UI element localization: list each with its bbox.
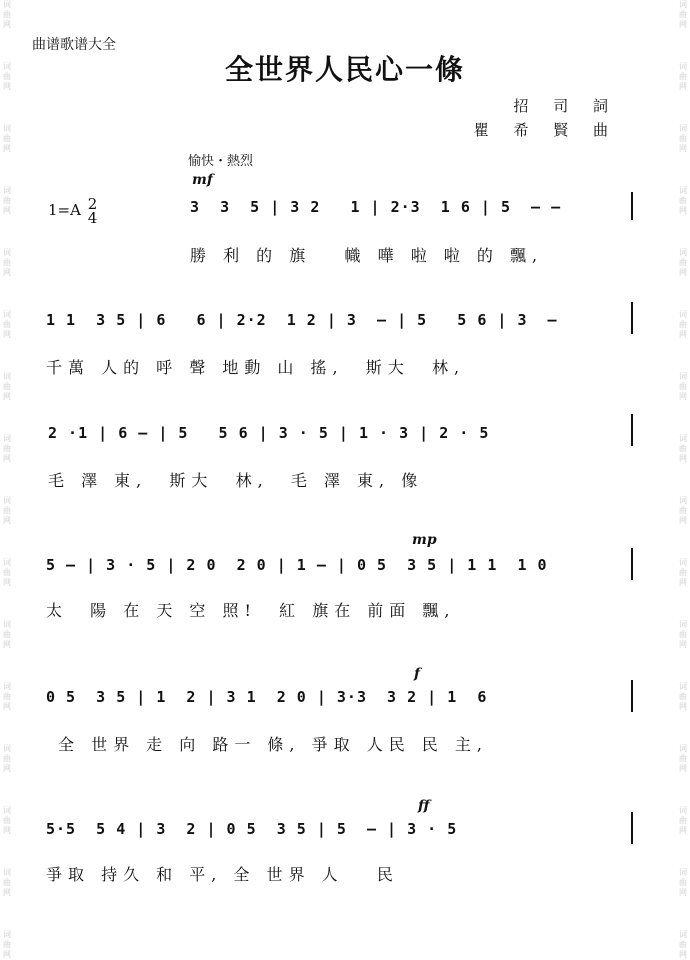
barline	[631, 414, 633, 446]
watermark-left: 词 曲 网 词 曲 网 词 曲 网 词 曲 网 词 曲 网 词 曲 网 词 曲 网 词 曲 网 词 曲 网 词 曲 网 词 曲 网 词 曲 网 词 曲 网 词 曲 网 词 曲 网 词 曲 网	[0, 0, 14, 927]
time-signature-bottom: 4	[87, 209, 98, 227]
time-signature	[88, 197, 98, 225]
dynamic-ff: ff	[418, 798, 430, 814]
site-label: 曲谱歌谱大全	[32, 37, 116, 53]
barline	[631, 680, 633, 712]
notes-system-2: 1 1 3 5 | 6 6 | 2·2 1 2 | 3 — | 5 5 6 | 3 —	[46, 311, 558, 329]
lyrics-system-3: 毛 澤 東, 斯大 林, 毛 澤 東, 像	[48, 471, 424, 490]
composer-credit: 瞿 希 賢 曲	[473, 121, 618, 139]
notes-system-6: 5·5 5 4 | 3 2 | 0 5 3 5 | 5 — | 3 · 5	[46, 820, 458, 838]
watermark-right: 词 曲 网 词 曲 网 词 曲 网 词 曲 网 词 曲 网 词 曲 网 词 曲 网 词 曲 网 词 曲 网 词 曲 网 词 曲 网 词 曲 网 词 曲 网 词 曲 网 词 曲 网 词 曲 网	[679, 0, 687, 959]
watermark-item: 词 曲 网	[3, 0, 11, 29]
dynamic-mf: mf	[192, 172, 213, 188]
tempo-marking: 愉快・熱烈	[188, 154, 254, 169]
lyrics-system-1: 勝 利 的 旗 幟 嘩 啦 啦 的 飄,	[190, 246, 544, 265]
dynamic-f: f	[414, 666, 421, 682]
key-label: 1=A	[48, 201, 81, 219]
barline	[631, 302, 633, 334]
barline	[631, 192, 633, 220]
lyrics-system-6: 爭取 持久 和 平, 全 世界 人 民	[46, 865, 399, 884]
dynamic-mp: mp	[412, 532, 437, 548]
notes-system-3: 2 ·1 | 6 — | 5 5 6 | 3 · 5 | 1 · 3 | 2 · 5	[48, 424, 490, 442]
barline	[631, 812, 633, 844]
lyricist-credit: 招 司 詞	[513, 97, 618, 115]
lyrics-system-5: 全 世界 走 向 路一 條, 爭取 人民 民 主,	[58, 735, 488, 754]
key-signature	[48, 197, 97, 225]
notes-system-1: 3 3 5 | 3 2 1 | 2·3 1 6 | 5 — —	[190, 198, 562, 216]
barline	[631, 548, 633, 580]
lyrics-system-2: 千萬 人的 呼 聲 地動 山 搖, 斯大 林,	[46, 358, 466, 377]
song-title: 全世界人民心一條	[224, 53, 465, 86]
lyrics-system-4: 太 陽 在 天 空 照! 紅 旗在 前面 飄,	[46, 601, 456, 620]
notes-system-5: 0 5 3 5 | 1 2 | 3 1 2 0 | 3·3 3 2 | 1 6	[46, 688, 488, 706]
time-signature-top: 2	[87, 195, 98, 213]
notes-system-4: 5 — | 3 · 5 | 2 0 2 0 | 1 — | 0 5 3 5 | 1 1 1 0	[46, 556, 548, 574]
